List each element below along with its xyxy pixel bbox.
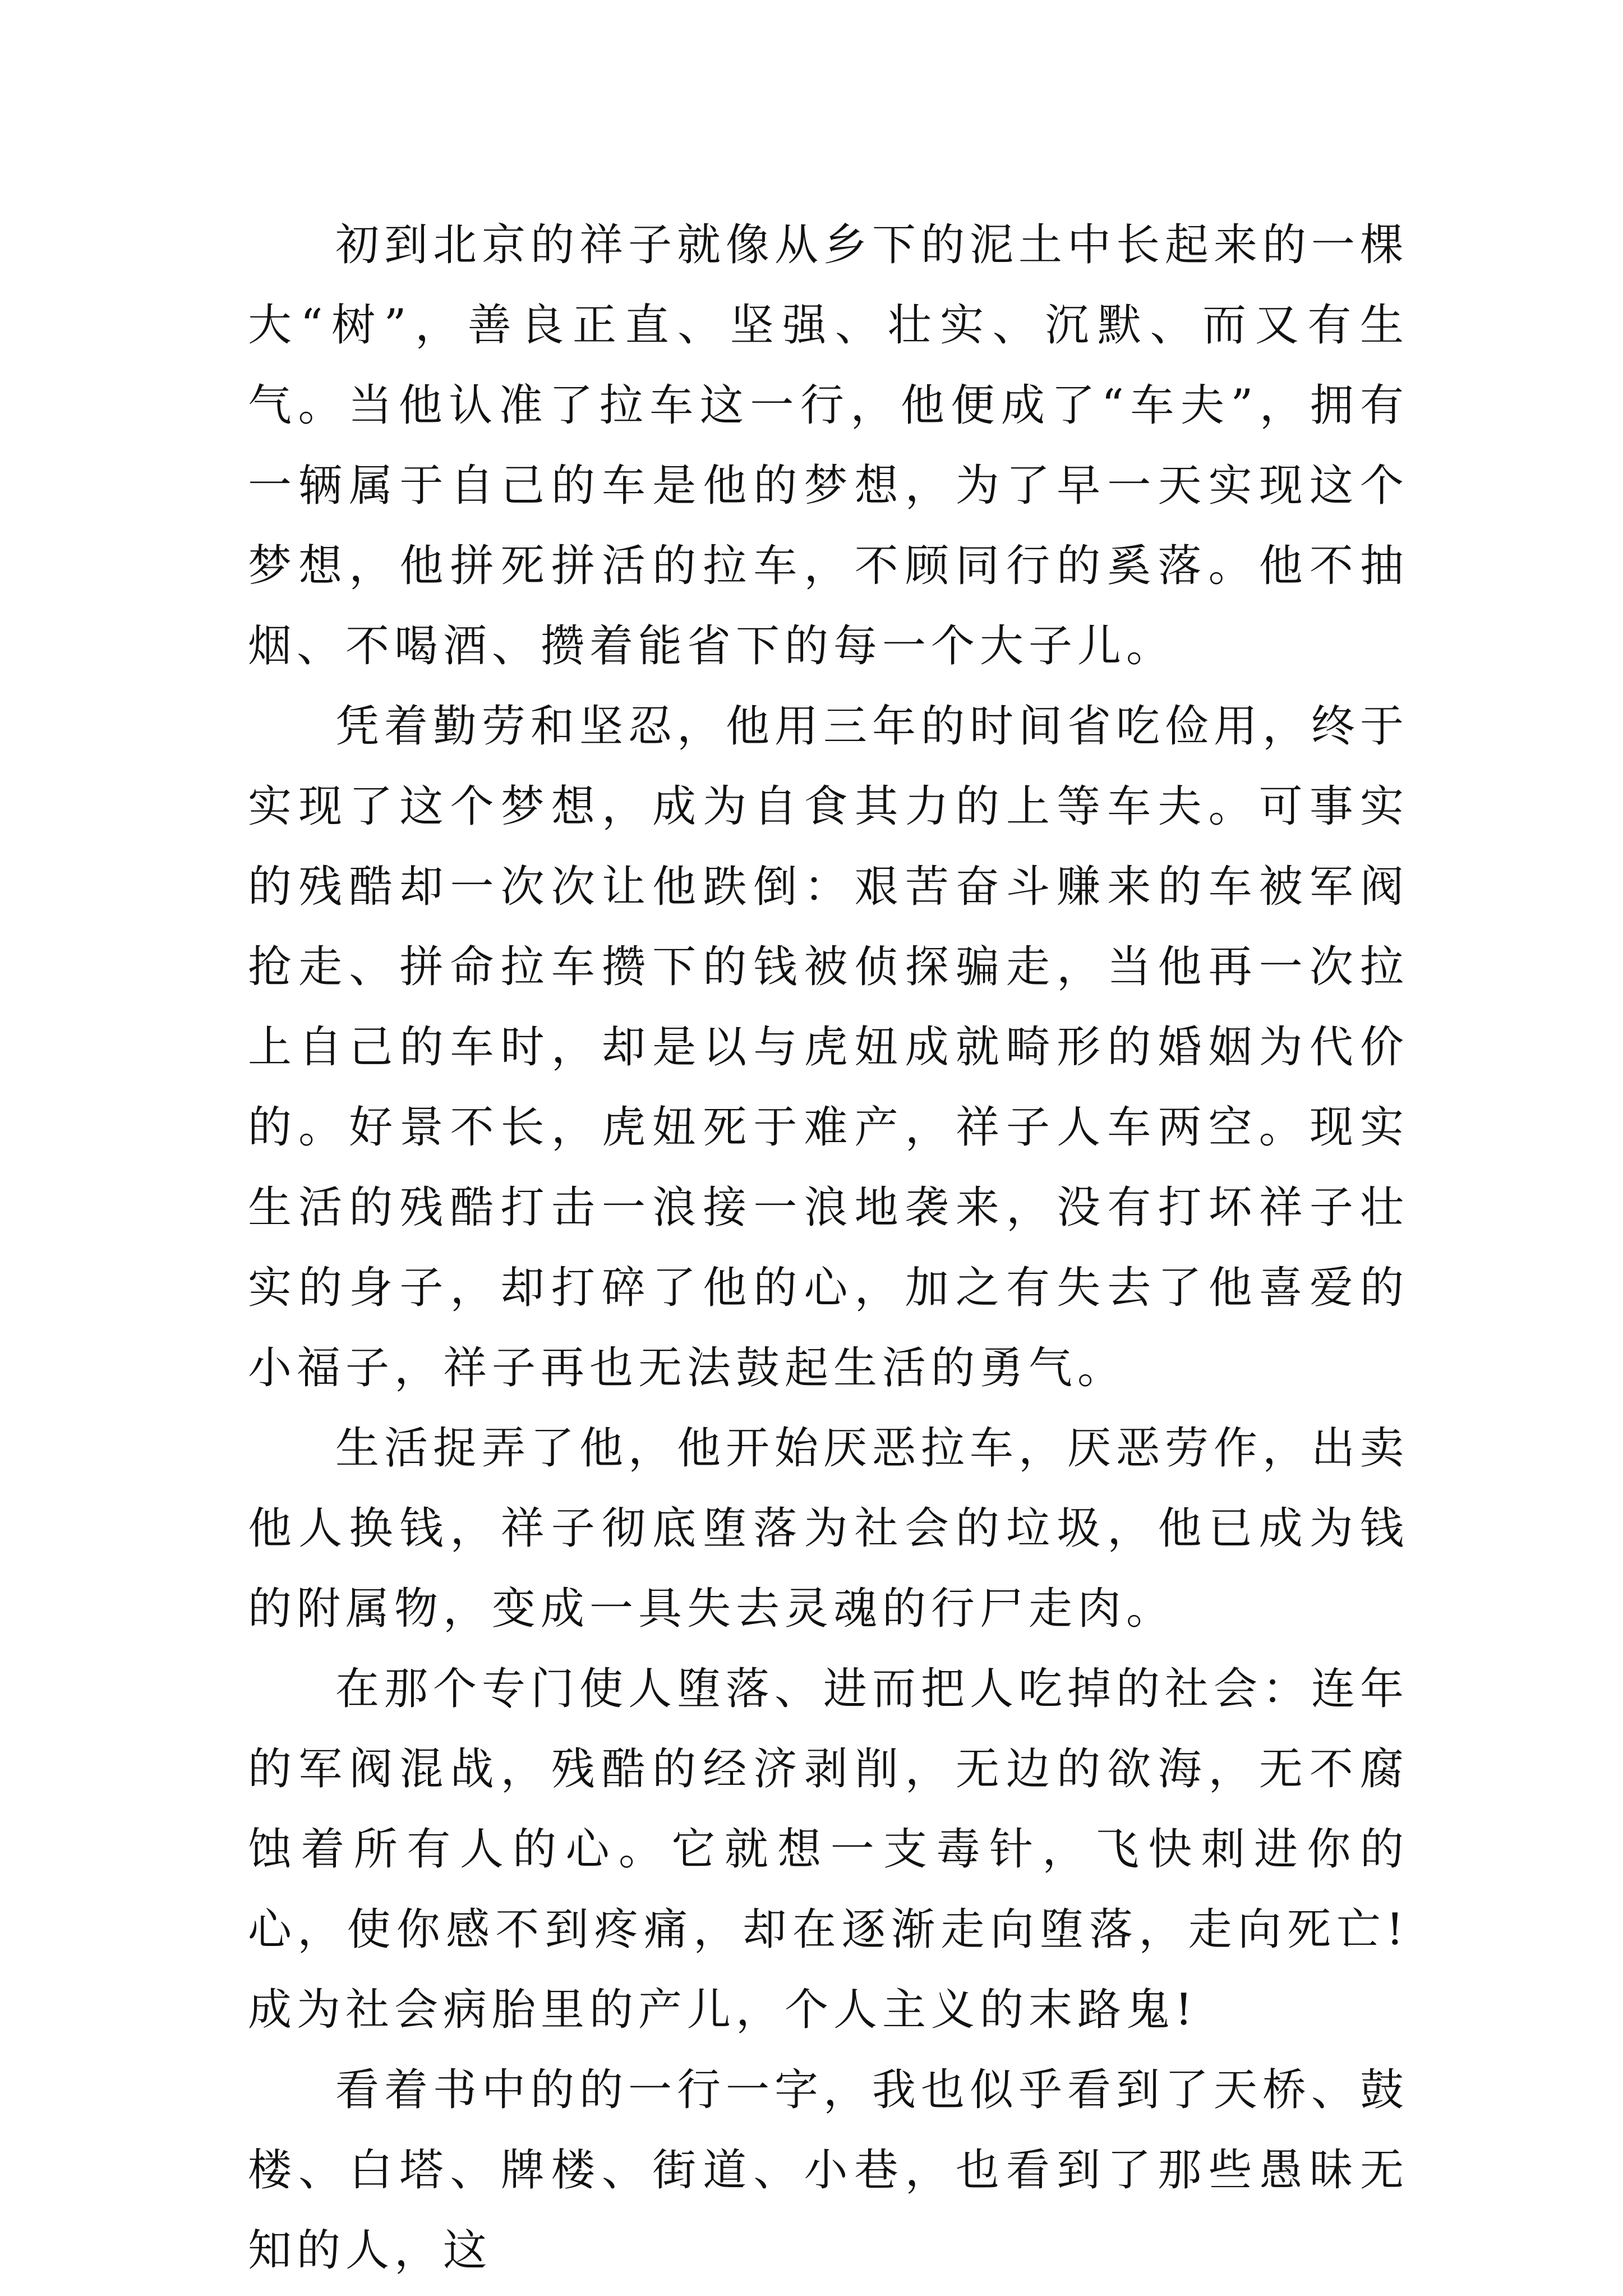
paragraph-3: 生活捉弄了他，他开始厌恶拉车，厌恶劳作，出卖他人换钱，祥子彻底堕落为社会的垃圾，他已成为钱的附属物，变成一具失去灵魂的行尸走肉。 <box>248 1423 1409 1634</box>
paragraph-1: 初到北京的祥子就像从乡下的泥土中长起来的一棵大“树”，善良正直、坚强、壮实、沉默、而又有生气。当他认准了拉车这一行，他便成了“车夫”，拥有一辆属于自己的车是他的梦想，为了早一天实现这个梦想，他拼死拼活的拉车，不顾同行的奚落。他不抽烟、不喝酒、攒着能省下的每一个大子儿。 <box>248 220 1409 671</box>
paragraph-2: 凭着勤劳和坚忍，他用三年的时间省吃俭用，终于实现了这个梦想，成为自食其力的上等车夫。可事实的残酷却一次次让他跌倒：艰苦奋斗赚来的车被军阀抢走、拼命拉车攒下的钱被侦探骗走，当他再一次拉上自己的车时，却是以与虎妞成就畸形的婚姻为代价的。好景不长，虎妞死于难产，祥子人车两空。现实生活的残酷打击一浪接一浪地袭来，没有打坏祥子壮实的身子，却打碎了他的心，加之有失去了他喜爱的小福子，祥子再也无法鼓起生活的勇气。 <box>248 701 1409 1393</box>
paragraph-4: 在那个专门使人堕落、进而把人吃掉的社会：连年的军阀混战，残酷的经济剥削，无边的欲海，无不腐蚀着所有人的心。它就想一支毒针，飞快刺进你的心，使你感不到疼痛，却在逐渐走向堕落，走向死亡!成为社会病胎里的产儿，个人主义的末路鬼! <box>248 1664 1409 2035</box>
paragraph-5: 看着书中的的一行一字，我也似乎看到了天桥、鼓楼、白塔、牌楼、街道、小巷，也看到了那些愚昧无知的人，这 <box>248 2065 1409 2276</box>
document-body <box>248 205 1409 2291</box>
